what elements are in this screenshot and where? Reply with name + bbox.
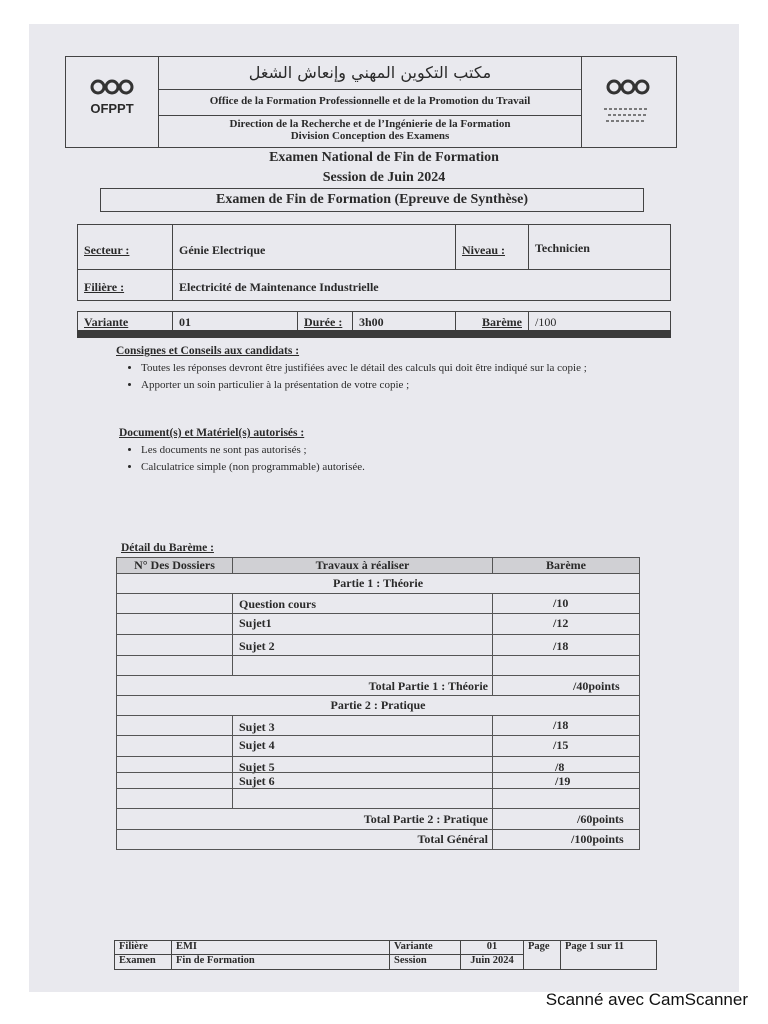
score-cell <box>493 789 639 808</box>
session-title: Session de Juin 2024 <box>322 170 446 185</box>
header-middle <box>158 57 582 147</box>
documents-item: • Les documents ne sont pas autorisés ; <box>141 442 661 459</box>
documents-list <box>119 442 661 476</box>
dossier-cell <box>117 656 233 675</box>
duree-label: Durée : <box>297 311 353 333</box>
documents-title: Document(s) et Matériel(s) autorisés : <box>119 427 305 439</box>
exam-type-box: Examen de Fin de Formation (Epreuve de Synthèse) <box>100 188 644 212</box>
task-cell: Sujet 6 <box>233 773 493 788</box>
score-cell: /12 <box>553 616 569 630</box>
score-cell: /8 <box>555 760 565 774</box>
ofppt-rings-icon <box>90 77 134 97</box>
score-cell: /10 <box>553 596 569 610</box>
direction-line-text: Direction de la Recherche et de l’Ingénierie de la Formation <box>229 118 511 130</box>
total1-label: Total Partie 1 : Théorie <box>117 676 493 695</box>
niveau-label: Niveau : <box>455 224 529 270</box>
filiere-label: Filière : <box>77 269 173 301</box>
filiere-value: Electricité de Maintenance Industrielle <box>172 269 671 301</box>
general-total-row <box>116 829 640 850</box>
table-row <box>116 634 640 656</box>
footer-examen-value: Fin de Formation <box>171 954 390 970</box>
variante-label: Variante <box>77 311 173 333</box>
score-cell <box>493 656 639 675</box>
consignes-list <box>119 360 661 394</box>
footer-filiere-label: Filière <box>114 940 172 955</box>
footer-page-label: Page <box>523 940 561 970</box>
part1-row: Partie 1 : Théorie <box>116 573 640 594</box>
secteur-label: Secteur : <box>77 224 173 270</box>
dossier-cell <box>117 635 233 655</box>
exam-national-title: Examen National de Fin de Formation <box>269 150 499 165</box>
col-travaux-header: Travaux à réaliser <box>233 558 493 573</box>
consignes-item: • Apporter un soin particulier à la présentation de votre copie ; <box>141 377 661 394</box>
score-cell: /18 <box>553 718 569 732</box>
part2-row: Partie 2 : Pratique <box>116 695 640 716</box>
bareme-value: /100 <box>528 311 671 333</box>
variante-value: 01 <box>172 311 298 333</box>
office-line <box>158 89 582 116</box>
ofppt-rings-icon-right <box>606 77 650 97</box>
niveau-value: Technicien <box>528 224 671 270</box>
division-line-text: Division Conception des Examens <box>290 130 450 142</box>
separator-bar <box>77 330 671 338</box>
score-cell: /18 <box>553 639 569 653</box>
duree-value: 3h00 <box>352 311 456 333</box>
general-total-value: /100points <box>571 832 624 846</box>
total2-row <box>116 808 640 830</box>
score-cell: /15 <box>553 738 569 752</box>
ofppt-logo-right <box>581 57 676 147</box>
ofppt-logo-left <box>66 57 159 147</box>
total1-row <box>116 675 640 696</box>
direction-block <box>158 115 582 147</box>
footer-table <box>114 940 657 970</box>
footer-session-label: Session <box>389 954 461 970</box>
footer-filiere-value: EMI <box>171 940 390 955</box>
footer-session-value: Juin 2024 <box>460 954 524 970</box>
dossier-cell <box>117 773 233 788</box>
table-row <box>116 593 640 614</box>
arabic-title-text: مكتب التكوين المهني وإنعاش الشغل <box>248 63 492 82</box>
header-block <box>65 56 677 148</box>
scanned-page <box>29 24 739 992</box>
col-bareme-header: Barème <box>546 558 586 572</box>
secteur-value: Génie Electrique <box>172 224 456 270</box>
dossier-cell <box>117 716 233 735</box>
dossier-cell <box>117 789 233 808</box>
consignes-item: • Toutes les réponses devront être justifiées avec le détail des calculs qui doit être indiqué sur la copie ; <box>141 360 661 377</box>
total2-label: Total Partie 2 : Pratique <box>117 809 493 829</box>
footer-page-value: Page 1 sur 11 <box>560 940 657 970</box>
dossier-cell <box>117 736 233 756</box>
table-row <box>116 715 640 736</box>
total1-value: /40points <box>573 679 620 693</box>
arabic-logo-script-icon <box>602 103 652 127</box>
task-cell: Question cours <box>233 594 493 613</box>
task-cell: Sujet1 <box>233 614 493 634</box>
task-cell: Sujet 4 <box>233 736 493 756</box>
table-header-row <box>116 557 640 574</box>
dossier-cell <box>117 594 233 613</box>
task-cell: Sujet 5 <box>233 757 493 772</box>
task-cell: Sujet 2 <box>233 635 493 655</box>
task-cell <box>233 656 493 675</box>
table-row <box>116 613 640 635</box>
footer-examen-label: Examen <box>114 954 172 970</box>
footer-variante-label: Variante <box>389 940 461 955</box>
table-row <box>116 788 640 809</box>
dossier-cell <box>117 614 233 634</box>
office-line-text: Office de la Formation Professionnelle et de la Promotion du Travail <box>209 95 531 107</box>
col-dossiers-header: N° Des Dossiers <box>117 558 233 573</box>
table-row <box>116 772 640 789</box>
score-cell: /19 <box>555 774 571 788</box>
general-total-label: Total Général <box>117 830 493 849</box>
task-cell: Sujet 3 <box>233 716 493 735</box>
bareme-label: Barème <box>455 311 529 333</box>
documents-item: • Calculatrice simple (non programmable) autorisée. <box>141 459 661 476</box>
ofppt-logo-text: OFPPT <box>90 101 134 116</box>
bareme-title: Détail du Barème : <box>121 542 214 554</box>
table-row <box>116 655 640 676</box>
arabic-title <box>158 57 582 90</box>
total2-value: /60points <box>577 812 624 826</box>
camscanner-watermark: Scanné avec CamScanner <box>545 990 748 1009</box>
task-cell <box>233 789 493 808</box>
table-row <box>116 756 640 773</box>
footer-variante-value: 01 <box>460 940 524 955</box>
dossier-cell <box>117 757 233 772</box>
table-row <box>116 735 640 757</box>
consignes-title: Consignes et Conseils aux candidats : <box>116 345 300 357</box>
